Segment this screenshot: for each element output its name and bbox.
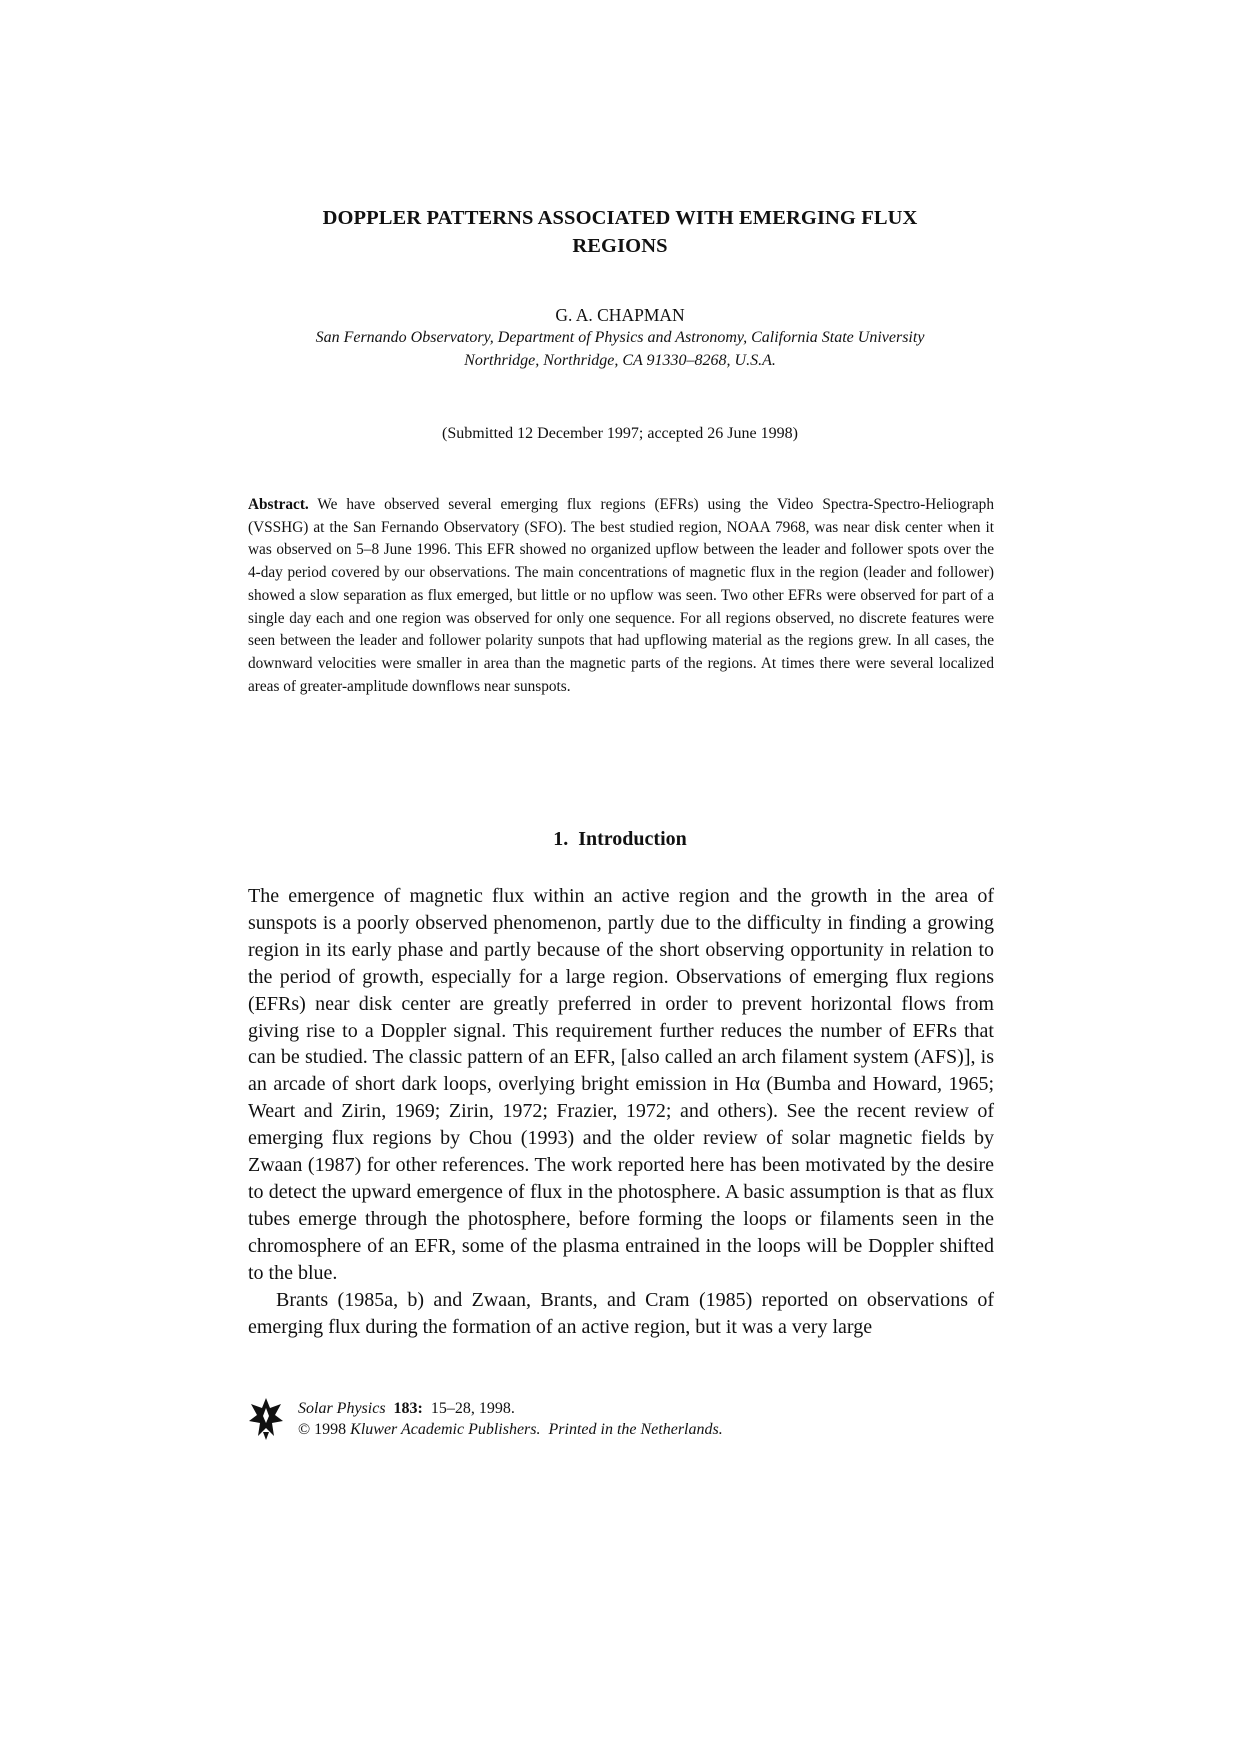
submission-dates: (Submitted 12 December 1997; accepted 26 June 1998) <box>442 425 798 442</box>
affiliation-line-1: San Fernando Observatory, Department of Physics and Astronomy, California State University <box>315 329 925 346</box>
journal-volume: 183: <box>393 1400 423 1417</box>
title-line-2: REGIONS <box>572 235 668 257</box>
author-affiliation <box>0 326 1240 372</box>
section-heading-introduction: 1. Introduction <box>553 828 687 850</box>
journal-pages: 15–28, 1998. <box>430 1400 515 1417</box>
affiliation-line-2: Northridge, Northridge, CA 91330–8268, U.S.A. <box>464 352 776 369</box>
title-line-1: DOPPLER PATTERNS ASSOCIATED WITH EMERGING FLUX <box>322 207 918 229</box>
body-text <box>248 883 994 1340</box>
author-name: G. A. CHAPMAN <box>555 305 685 325</box>
paragraph: The emergence of magnetic flux within an active region and the growth in the area of sunspots is a poorly observed phenomenon, partly due to the difficulty in finding a growing region in its early phase and partly because of the short observing opportunity in relation to the period of growth, especially for a large region. Observations of emerging flux regions (EFRs) near disk center are greatly preferred in order to prevent horizontal flows from giving rise to a Doppler signal. This requirement further reduces the number of EFRs that can be studied. The classic pattern of an EFR, [also called an arch filament system (AFS)], is an arcade of short dark loops, overlying bright emission in Hα (Bumba and Howard, 1965; Weart and Zirin, 1969; Zirin, 1972; Frazier, 1972; and others). See the recent review of emerging flux regions by Chou (1993) and the older review of solar magnetic fields by Zwaan (1987) for other references. The work reported here has been motivated by the desire to detect the upward emergence of flux in the photosphere. A basic assumption is that as flux tubes emerge through the photosphere, before forming the loops or filaments seen in the chromosphere of an EFR, some of the plasma entrained in the loops will be Doppler shifted to the blue. <box>248 885 995 1284</box>
paper-title <box>0 204 1240 260</box>
paragraph: Brants (1985a, b) and Zwaan, Brants, and Cram (1985) reported on observations of emerging flux during the formation of an active region, but it was a very large <box>248 1288 994 1338</box>
abstract <box>248 494 994 698</box>
copyright-year: © 1998 <box>298 1421 347 1438</box>
journal-name: Solar Physics <box>298 1400 386 1417</box>
journal-footer <box>248 1396 948 1446</box>
printed-note: Printed in the Netherlands. <box>548 1421 723 1438</box>
publisher-name: Kluwer Academic Publishers. <box>350 1421 541 1438</box>
abstract-text: We have observed several emerging flux regions (EFRs) using the Video Spectra-Spectro-Heliograph (VSSHG) at the San Fernando Observatory (SFO). The best studied region, NOAA 7968, was near disk center when it was observed on 5–8 June 1996. This EFR showed no organized upflow between the leader and follower spots over the 4-day period covered by our observations. The main concentrations of magnetic flux in the region (leader and follower) showed a slow separation as flux emerged, but little or no upflow was seen. Two other EFRs were observed for part of a single day each and one region was observed for only one sequence. For all regions observed, no discrete features were seen between the leader and follower polarity sunpots that had upflowing material as the regions grew. In all cases, the downward velocities were smaller in area than the magnetic parts of the regions. At times there were several localized areas of greater-amplitude downflows near sunspots. <box>248 496 994 695</box>
journal-citation <box>298 1398 723 1440</box>
abstract-label: Abstract. <box>248 496 309 513</box>
kluwer-logo-icon <box>248 1396 284 1442</box>
